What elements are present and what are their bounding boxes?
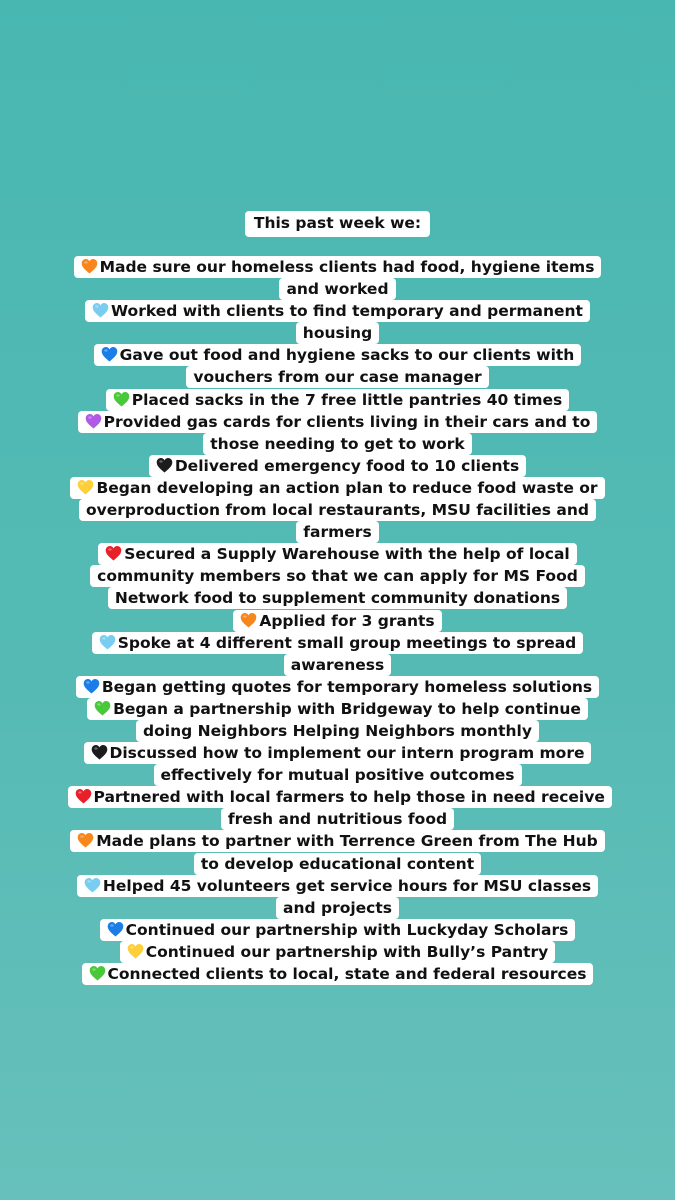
list-item-label: Applied for 3 grants xyxy=(259,611,435,630)
orange-heart-icon xyxy=(81,258,98,274)
red-heart-icon xyxy=(105,545,122,561)
light-blue-heart-icon xyxy=(92,302,109,318)
list-item-text-box xyxy=(120,941,556,963)
heading-text: This past week we: xyxy=(245,211,430,237)
list-item-label: Made sure our homeless clients had food, hygiene items and worked xyxy=(99,258,595,299)
list-item-text-box xyxy=(77,875,598,919)
yellow-heart-icon xyxy=(127,943,144,959)
list-item xyxy=(68,477,608,543)
green-heart-icon xyxy=(113,391,130,407)
list-item-label: Helped 45 volunteers get service hours for MSU classes and projects xyxy=(102,876,592,917)
list-item xyxy=(68,389,608,411)
list-item-text-box xyxy=(70,830,605,874)
list-item-text-box xyxy=(90,543,585,609)
list-item-text-box xyxy=(82,963,594,985)
heading-container xyxy=(0,211,675,237)
list-item-text-box xyxy=(74,256,602,300)
accomplishments-list xyxy=(0,256,675,985)
list-item-text-box xyxy=(70,477,604,543)
orange-heart-icon xyxy=(77,832,94,848)
blue-heart-icon xyxy=(101,346,118,362)
list-item-label: Gave out food and hygiene sacks to our clients with vouchers from our case manager xyxy=(119,346,575,387)
list-item xyxy=(68,411,608,455)
list-item-label: Worked with clients to find temporary and permanent housing xyxy=(111,302,583,343)
purple-heart-icon xyxy=(85,413,102,429)
list-item-text-box xyxy=(84,742,592,786)
list-item-label: Secured a Supply Warehouse with the help of local community members so that we can apply for MS Food Network food to supplement community donations xyxy=(97,545,578,608)
list-item xyxy=(68,963,608,985)
list-item-label: Began getting quotes for temporary homeless solutions xyxy=(101,677,593,696)
green-heart-icon xyxy=(89,965,106,981)
list-item-text-box xyxy=(76,676,599,698)
list-item-text-box xyxy=(106,389,570,411)
list-item xyxy=(68,941,608,963)
list-item-text-box xyxy=(92,632,584,676)
list-item-label: Began a partnership with Bridgeway to help continue doing Neighbors Helping Neighbors monthly xyxy=(113,699,581,740)
blue-heart-icon xyxy=(107,921,124,937)
yellow-heart-icon xyxy=(77,479,94,495)
list-item-label: Partnered with local farmers to help those in need receive fresh and nutritious food xyxy=(93,788,605,829)
black-heart-icon xyxy=(91,744,108,760)
list-item-label: Provided gas cards for clients living in their cars and to those needing to get to work xyxy=(103,412,591,453)
list-item xyxy=(68,344,608,388)
list-item xyxy=(68,610,608,632)
list-item-label: Spoke at 4 different small group meetings to spread awareness xyxy=(117,633,577,674)
list-item-text-box xyxy=(233,610,441,632)
list-item-text-box xyxy=(68,786,612,830)
list-item-text-box xyxy=(87,698,588,742)
black-heart-icon xyxy=(156,457,173,473)
list-item-label: Began developing an action plan to reduce food waste or overproduction from local restaurants, MSU facilities and farmers xyxy=(85,478,598,542)
list-item-label: Continued our partnership with Luckyday Scholars xyxy=(125,920,569,939)
list-item xyxy=(68,543,608,609)
red-heart-icon xyxy=(75,788,92,804)
list-item-label: Placed sacks in the 7 free little pantries 40 times xyxy=(131,390,563,409)
list-item-text-box xyxy=(149,455,526,477)
list-item-label: Continued our partnership with Bully’s Pantry xyxy=(145,942,549,961)
list-item xyxy=(68,256,608,300)
blue-heart-icon xyxy=(83,678,100,694)
list-item xyxy=(68,742,608,786)
list-item-text-box xyxy=(100,919,576,941)
list-item xyxy=(68,300,608,344)
list-item xyxy=(68,875,608,919)
list-item xyxy=(68,786,608,830)
list-item xyxy=(68,830,608,874)
list-item-text-box xyxy=(94,344,582,388)
list-item xyxy=(68,676,608,698)
light-blue-heart-icon xyxy=(99,634,116,650)
list-item xyxy=(68,455,608,477)
list-item-text-box xyxy=(85,300,590,344)
list-item-label: Made plans to partner with Terrence Green from The Hub to develop educational content xyxy=(96,832,598,873)
list-item xyxy=(68,632,608,676)
orange-heart-icon xyxy=(240,612,257,628)
list-item-text-box xyxy=(78,411,598,455)
list-item xyxy=(68,919,608,941)
green-heart-icon xyxy=(94,700,111,716)
list-item-label: Discussed how to implement our intern program more effectively for mutual positive outcomes xyxy=(109,744,585,785)
list-item-label: Delivered emergency food to 10 clients xyxy=(174,456,520,475)
list-item-label: Connected clients to local, state and federal resources xyxy=(107,965,587,983)
list-item xyxy=(68,698,608,742)
light-blue-heart-icon xyxy=(84,877,101,893)
